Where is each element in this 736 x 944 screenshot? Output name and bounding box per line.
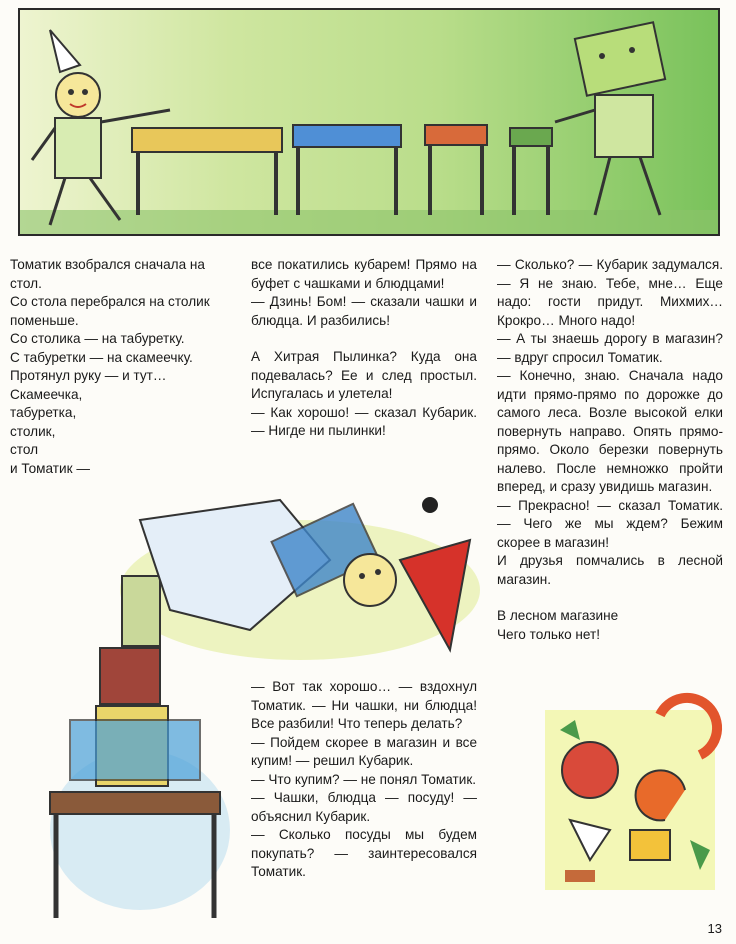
paragraph: — А ты знаешь дорогу в магазин? — вдруг спросил Томатик. — [497, 331, 723, 365]
broken-dishes-illustration — [540, 690, 725, 900]
paragraph: столик, — [10, 423, 56, 439]
dust-sprite-icon — [422, 497, 438, 513]
top-illustration — [18, 8, 720, 236]
text-column-2 — [251, 256, 477, 441]
paragraph: стол — [10, 442, 39, 457]
paragraph: Скамеечка, — [10, 386, 83, 402]
text-column-4 — [251, 678, 477, 882]
paragraph: все покатились кубарем! Прямо на буфет с чашками и блюдцами! — [251, 257, 477, 291]
paragraph: и Томатик — — [10, 460, 90, 476]
text-column-1 — [10, 256, 238, 478]
paragraph: — Как хорошо! — сказал Кубарик. — Нигде ни пылинки! — [251, 404, 477, 438]
paragraph: Чего только нет! — [497, 626, 601, 642]
paragraph: Со столика — на табуретку. — [10, 331, 185, 346]
stool — [425, 125, 487, 215]
paragraph: — Конечно, знаю. Сначала надо идти прямо-прямо по дорожке до самого леса. Возле высокой елки повернуть направо. Опять прямо-прямо. Около березки повернуть налево. После немножко пройти вперед, и сразу увидишь магазин. — [497, 368, 723, 494]
kubarik-figure — [555, 22, 665, 215]
paragraph: А Хитрая Пылинка? Куда она подевалась? Ее и след простыл. Испугалась и улетела! — [251, 349, 477, 401]
paragraph: — Сколько посуды мы будем покупать? — заинтересовался Томатик. — [251, 827, 477, 879]
paragraph: — Дзинь! Бом! — сказали чашки и блюдца. И разбились! — [251, 294, 477, 328]
paragraph: И друзья помчались в лесной магазин. — [497, 553, 723, 587]
paragraph: — Сколько? — Кубарик задумался. — Я не знаю. Тебе, мне… Еще надо: гости придут. Михмих… Крокро… Много надо! — [497, 257, 723, 328]
paragraph: Томатик взобрался сначала на стол. — [10, 257, 205, 291]
paragraph: Со стола перебрался на столик поменьше. — [10, 294, 210, 328]
paragraph: С табуретки — на скамеечку. — [10, 349, 193, 365]
tables-scene-drawing — [20, 10, 718, 234]
broken-dishes-drawing — [540, 690, 725, 900]
big-table — [132, 128, 282, 215]
small-table — [293, 125, 401, 215]
paragraph: — Чашки, блюдца — посуду! — объяснил Кубарик. — [251, 790, 477, 824]
page-number: 13 — [707, 921, 722, 936]
paragraph: Протянул руку — и тут… — [10, 368, 167, 383]
bench — [510, 128, 552, 215]
paragraph: В лесном магазине — [497, 608, 619, 623]
paragraph: — Вот так хорошо… — вздохнул Томатик. — Ни чашки, ни блюдца! Все разбили! Что теперь делать? — [251, 679, 477, 731]
paragraph: — Что купим? — не понял Томатик. — [251, 771, 477, 787]
paragraph: табуретка, — [10, 405, 77, 420]
paragraph: — Прекрасно! — сказал Томатик. — Чего же мы ждем? Бежим скорее в магазин! — [497, 497, 723, 550]
paragraph: — Пойдем скорее в магазин и все купим! — решил Кубарик. — [251, 734, 477, 768]
text-column-3 — [497, 256, 723, 644]
